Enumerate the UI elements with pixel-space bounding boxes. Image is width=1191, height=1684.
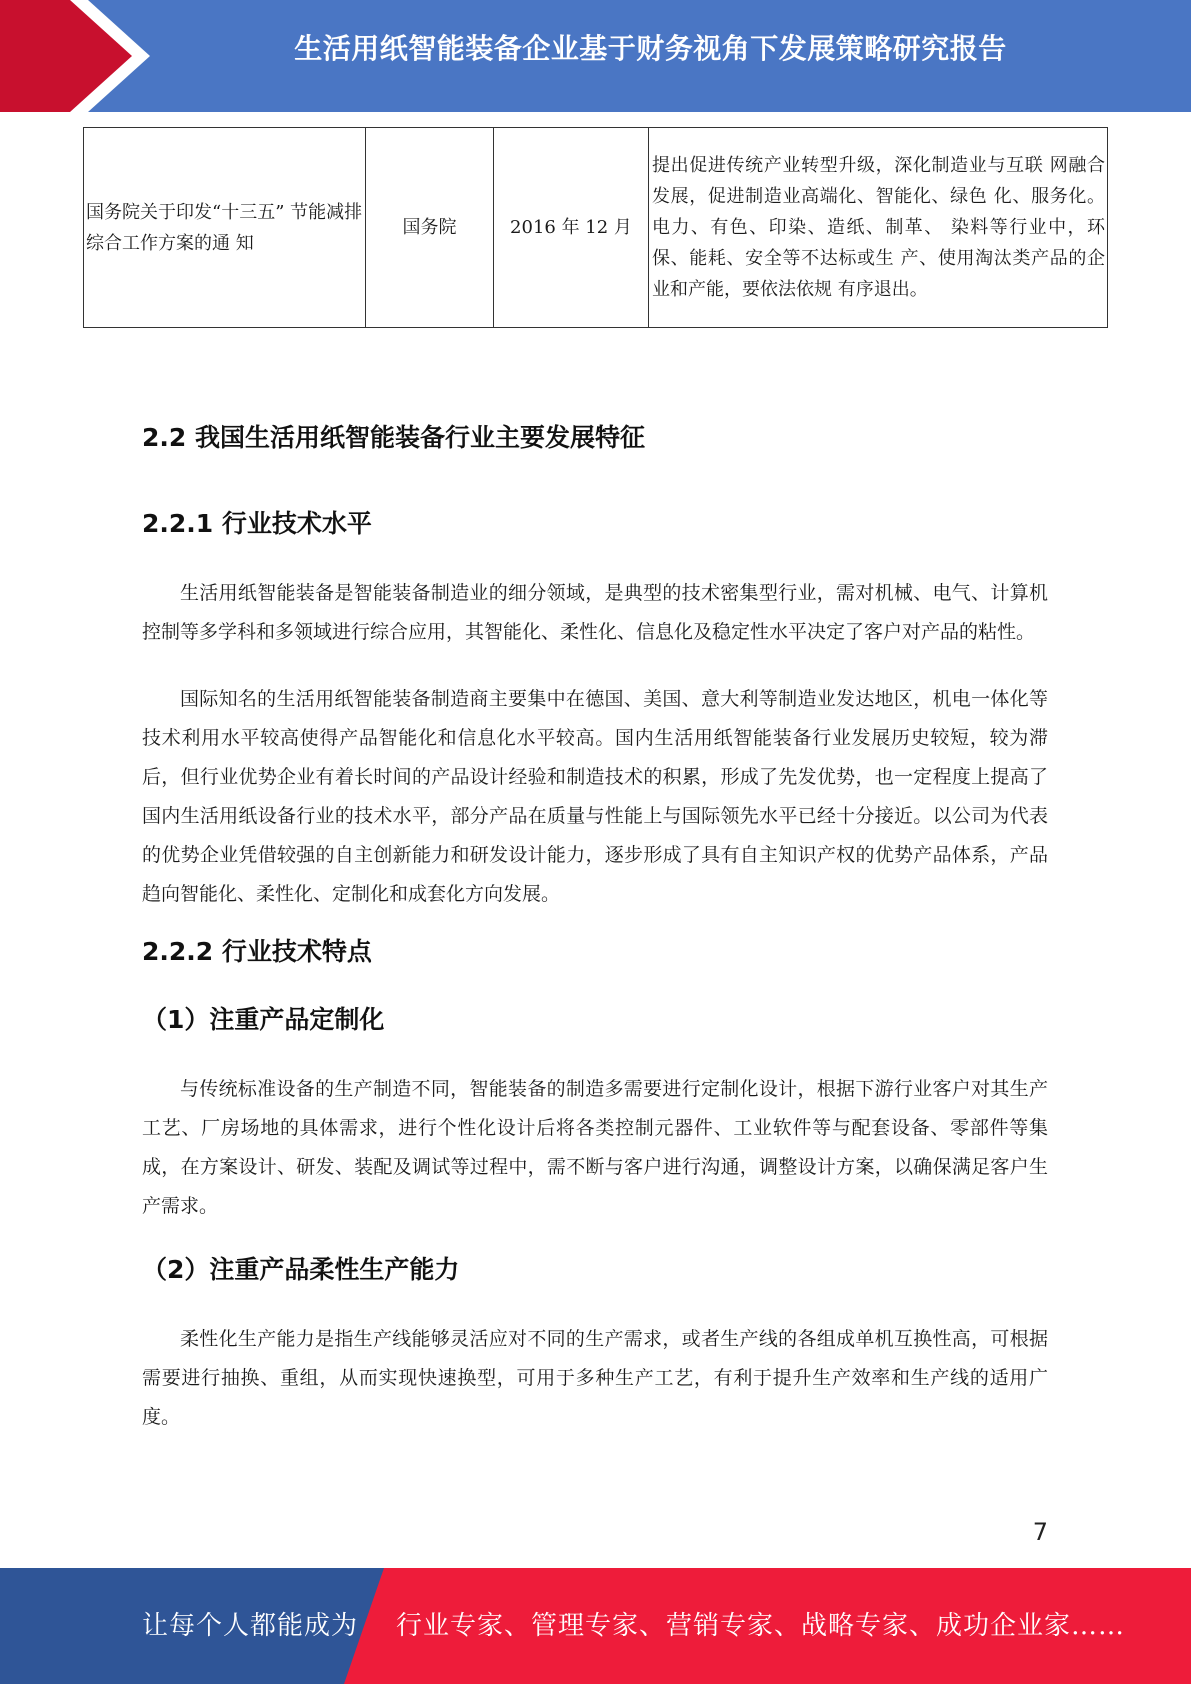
footer-slogan-left: 让每个人都能成为 <box>142 1611 359 1641</box>
footer-banner <box>0 1568 1191 1684</box>
table-row <box>84 128 1108 328</box>
section-heading-2-2: 2.2 我国生活用纸智能装备行业主要发展特征 <box>142 423 645 452</box>
header-banner <box>0 0 1191 112</box>
header-arrow-red <box>0 0 132 112</box>
footer-slogan-right: 行业专家、管理专家、营销专家、战略专家、成功企业家…… <box>396 1611 1126 1641</box>
document-title: 生活用纸智能装备企业基于财务视角下发展策略研究报告 <box>294 32 1007 65</box>
subheading-flexible-production: （2）注重产品柔性生产能力 <box>142 1255 460 1284</box>
paragraph-tech-level-2: 国际知名的生活用纸智能装备制造商主要集中在德国、美国、意大利等制造业发达地区，机电一体化等技术利用水平较高使得产品智能化和信息化水平较高。国内生活用纸智能装备行业发展历史较短，较为滞后，但行业优势企业有着长时间的产品设计经验和制造技术的积累，形成了先发优势，也一定程度上提高了国内生活用纸设备行业的技术水平，部分产品在质量与性能上与国际领先水平已经十分接近。以公司为代表的优势企业凭借较强的自主创新能力和研发设计能力，逐步形成了具有自主知识产权的优势产品体系，产品趋向智能化、柔性化、定制化和成套化方向发展。 <box>142 688 1048 905</box>
main-content <box>142 418 1048 1437</box>
paragraph-customization: 与传统标准设备的生产制造不同，智能装备的制造多需要进行定制化设计，根据下游行业客户对其生产工艺、厂房场地的具体需求，进行个性化设计后将各类控制元器件、工业软件等与配套设备、零部件等集成，在方案设计、研发、装配及调试等过程中，需不断与客户进行沟通，调整设计方案，以确保满足客户生产需求。 <box>142 1078 1048 1217</box>
section-heading-2-2-2: 2.2.2 行业技术特点 <box>142 937 372 966</box>
subheading-customization: （1）注重产品定制化 <box>142 1005 385 1034</box>
policy-department-cell: 国务院 <box>366 128 494 328</box>
paragraph-flexible-production: 柔性化生产能力是指生产线能够灵活应对不同的生产需求，或者生产线的各组成单机互换性高，可根据需要进行抽换、重组，从而实现快速换型，可用于多种生产工艺，有利于提升生产效率和生产线的适用广度。 <box>142 1328 1048 1428</box>
policy-date-cell: 2016 年 12 月 <box>494 128 649 328</box>
policy-name-cell: 国务院关于印发“十三五” 节能减排综合工作方案的通 知 <box>84 128 366 328</box>
policy-description-cell: 提出促进传统产业转型升级，深化制造业与互联 网融合发展，促进制造业高端化、智能化、绿色 化、服务化。电力、有色、印染、造纸、制革、 染料等行业中，环保、能耗、安全等不达标或生 产、使用淘汰类产品的企业和产能，要依法依规 有序退出。 <box>649 128 1108 328</box>
policy-table <box>83 127 1108 328</box>
section-heading-2-2-1: 2.2.1 行业技术水平 <box>142 509 372 538</box>
paragraph-tech-level-1: 生活用纸智能装备是智能装备制造业的细分领域，是典型的技术密集型行业，需对机械、电气、计算机控制等多学科和多领域进行综合应用，其智能化、柔性化、信息化及稳定性水平决定了客户对产品的粘性。 <box>142 582 1048 643</box>
page-number: 7 <box>1032 1518 1048 1546</box>
